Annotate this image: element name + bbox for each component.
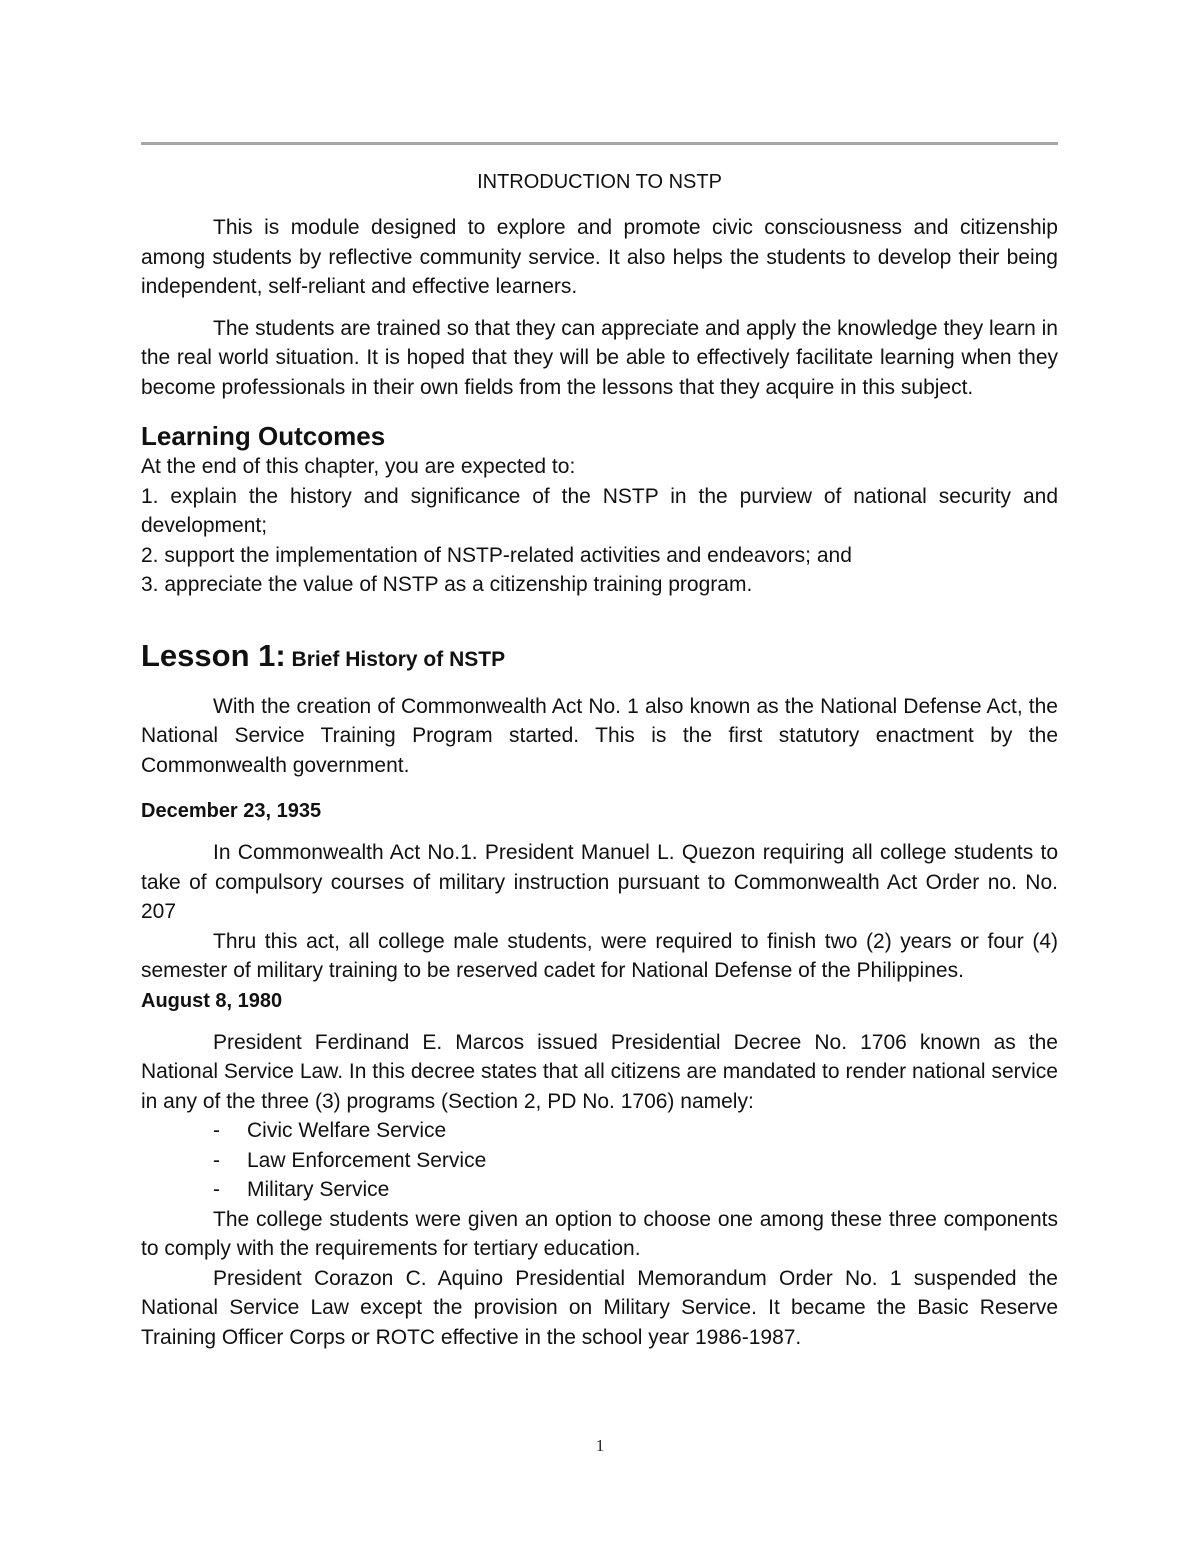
header-rule — [141, 142, 1058, 145]
programs-list — [141, 1116, 1058, 1205]
lesson-paragraph-6: President Corazon C. Aquino Presidential Memorandum Order No. 1 suspended the National Service Law except the provision on Military Service. It became the Basic Reserve Training Officer Corps or ROTC effective in the school year 1986-1987. — [141, 1266, 1058, 1349]
lesson-paragraph-3: Thru this act, all college male students, were required to finish two (2) years or four (4) semester of military training to be reserved cadet for National Defense of the Philippines. — [141, 929, 1058, 982]
intro-paragraph-1: This is module designed to explore and promote civic consciousness and citizenship among students by reflective community service. It also helps the students to develop their being independent, self-reliant and effective learners. — [141, 216, 1058, 298]
lesson-paragraph-4: President Ferdinand E. Marcos issued Presidential Decree No. 1706 known as the National Service Law. In this decree states that all citizens are mandated to render national service in any of the three (3) programs (Section 2, PD No. 1706) namely: — [141, 1030, 1058, 1113]
intro-paragraph-2: The students are trained so that they can appreciate and apply the knowledge they learn in the real world situation. It is hoped that they will be able to effectively facilitate learning when they become professionals in their own fields from the lessons that they acquire in this subject. — [141, 316, 1058, 399]
page-title: INTRODUCTION TO NSTP — [477, 171, 722, 193]
list-item-text: Military Service — [247, 1178, 390, 1201]
lesson-title: Brief History of NSTP — [285, 647, 506, 671]
lesson-heading — [141, 636, 1058, 680]
lesson-number: Lesson 1: — [141, 637, 286, 673]
dash-marker: - — [213, 1148, 220, 1172]
outcome-item-2: 2. support the implementation of NSTP-related activities and endeavors; and — [141, 543, 852, 567]
lesson-paragraph-1: With the creation of Commonwealth Act No. 1 also known as the National Defense Act, the National Service Training Program started. This is the first statutory enactment by the Commonwealth government. — [141, 694, 1058, 777]
dash-marker: - — [213, 1178, 220, 1201]
date-heading-1935: December 23, 1935 — [141, 800, 322, 822]
lesson-paragraph-2: In Commonwealth Act No.1. President Manuel L. Quezon requiring all college students to take of compulsory courses of military instruction pursuant to Commonwealth Act Order no. No. 207 — [141, 841, 1058, 923]
page-number: 1 — [595, 1436, 605, 1455]
lesson-paragraph-5: The college students were given an option to choose one among these three components to comply with the requirements for tertiary education. — [141, 1207, 1058, 1260]
learning-outcomes-heading: Learning Outcomes — [141, 421, 386, 451]
date-heading-1980: August 8, 1980 — [141, 989, 283, 1012]
page-content — [141, 168, 1058, 1352]
list-item — [141, 1116, 1058, 1146]
list-item-text: Civic Welfare Service — [247, 1119, 447, 1142]
outcome-item-1: 1. explain the history and significance of the NSTP in the purview of national security and development; — [141, 484, 1058, 537]
list-item — [141, 1146, 1058, 1176]
outcomes-lead: At the end of this chapter, you are expected to: — [141, 455, 576, 478]
dash-marker: - — [213, 1119, 220, 1142]
list-item — [141, 1175, 1058, 1205]
list-item-text: Law Enforcement Service — [247, 1148, 487, 1172]
outcome-item-3: 3. appreciate the value of NSTP as a citizenship training program. — [141, 573, 753, 596]
